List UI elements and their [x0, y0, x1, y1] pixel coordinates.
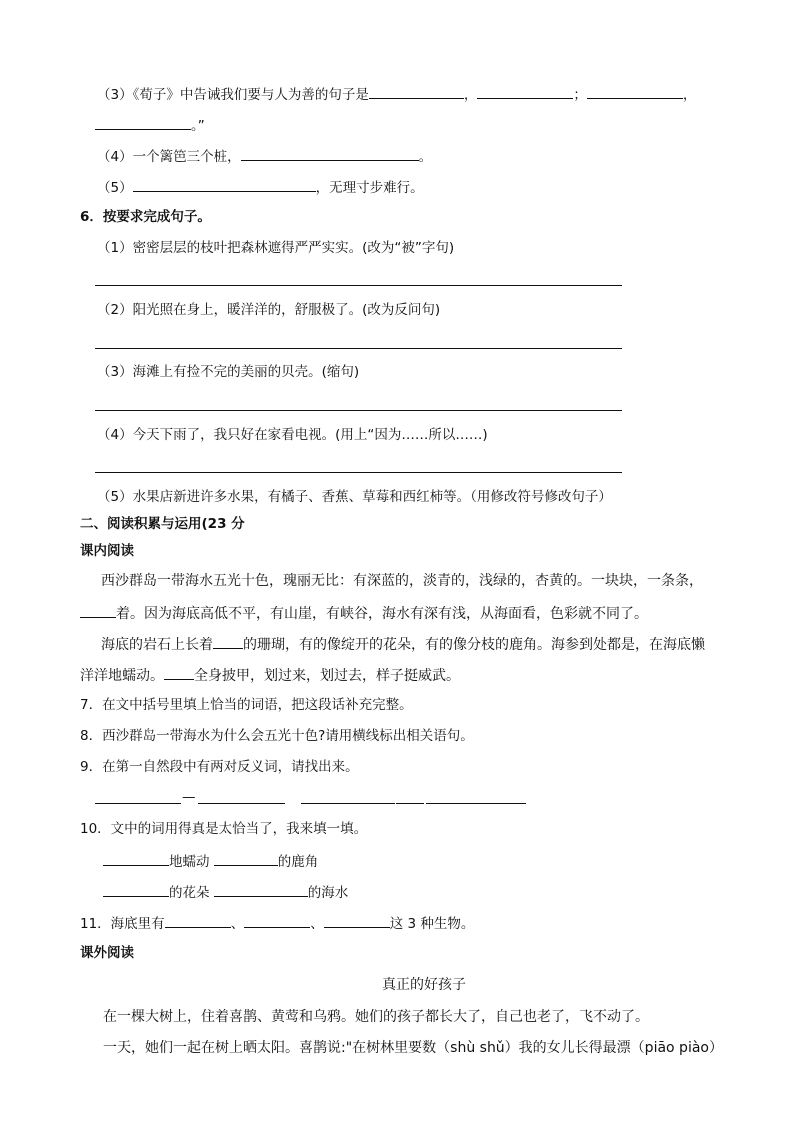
- q5-item5-text: （5）: [97, 180, 133, 196]
- q5-item5: [97, 177, 424, 197]
- section2-heading: 二、阅读积累与运用(23 分: [80, 516, 245, 532]
- para2-line1: [101, 634, 705, 654]
- q6-item-3: （3）海滩上有捡不完的美丽的贝壳。(缩句): [97, 364, 360, 380]
- blank[interactable]: [396, 803, 424, 804]
- para2-text-c: 洋洋地蠕动。: [80, 668, 164, 684]
- q10-row1: [103, 851, 318, 871]
- q11-end: 这 3 种生物。: [389, 916, 475, 932]
- sep: ；: [573, 87, 587, 103]
- q10-c: 的花朵: [169, 885, 210, 901]
- story-title: 真正的好孩子: [382, 977, 466, 993]
- extra-reading-label: 课外阅读: [80, 945, 134, 961]
- para1-line2: [80, 603, 648, 623]
- inclass-label: 课内阅读: [80, 543, 134, 559]
- para2-text-d: 全身披甲，划过来，划过去，样子挺威武。: [194, 668, 460, 684]
- q5-item3-line2: [95, 115, 205, 135]
- sep: 、: [230, 916, 245, 932]
- q6-item-1: （1）密密层层的枝叶把森林遮得严严实实。(改为“被”字句): [97, 240, 455, 256]
- para1-line2-text: 着。因为海底高低不平，有山崖，有峡谷，海水有深有浅，从海面看，色彩就不同了。: [116, 606, 648, 622]
- q10: 10．文中的词用得真是太恰当了，我来填一填。: [80, 821, 368, 837]
- q7: 7．在文中括号里填上恰当的词语，把这段话补充完整。: [80, 697, 413, 713]
- blank[interactable]: [369, 84, 464, 99]
- blank[interactable]: [103, 851, 169, 866]
- q10-d: 的海水: [307, 885, 349, 901]
- q5-item3-text: （3）《荀子》中告诫我们要与人为善的句子是: [97, 87, 369, 103]
- answer-line[interactable]: [95, 348, 622, 349]
- blank[interactable]: [133, 177, 316, 192]
- q10-a: 地蠕动: [169, 854, 210, 870]
- answer-line[interactable]: [95, 472, 622, 473]
- blank[interactable]: [244, 913, 310, 928]
- para2-text-a: 海底的岩石上长着: [101, 637, 213, 653]
- sep: ，: [682, 87, 697, 103]
- story-p1: 在一棵大树上，住着喜鹊、黄莺和乌鸦。她们的孩子都长大了，自己也老了，飞不动了。: [103, 1009, 649, 1025]
- answer-line[interactable]: [95, 285, 622, 286]
- blank[interactable]: [587, 84, 683, 99]
- q10-row2: [103, 882, 348, 902]
- q5-item4-text: （4）一个篱笆三个桩，: [97, 149, 241, 165]
- blank[interactable]: [164, 665, 194, 680]
- q6-heading: 6．按要求完成句子。: [80, 209, 211, 225]
- blank[interactable]: [80, 603, 116, 618]
- q5-item3-end: 。”: [191, 118, 205, 134]
- para1-line1: 西沙群岛一带海水五光十色，瑰丽无比：有深蓝的，淡青的，浅绿的，杏黄的。一块块，一条条，: [101, 573, 703, 589]
- q6-item-2: （2）阳光照在身上，暖洋洋的，舒服极了。(改为反问句): [97, 302, 441, 318]
- blank[interactable]: [301, 803, 395, 804]
- blank[interactable]: [198, 803, 285, 804]
- blank[interactable]: [426, 803, 526, 804]
- q9: 9．在第一自然段中有两对反义词，请找出来。: [80, 759, 359, 775]
- story-p2: 一天，她们一起在树上晒太阳。喜鹊说:"在树林里要数（shù shǔ）我的女儿长得最漂（piāo piào）: [103, 1040, 723, 1056]
- para2-text-b: 的珊瑚，有的像绽开的花朵，有的像分枝的鹿角。海参到处都是，在海底懒: [243, 637, 705, 653]
- q5-item3: [97, 84, 696, 104]
- blank[interactable]: [214, 882, 308, 897]
- blank[interactable]: [95, 803, 181, 804]
- q8: 8．西沙群岛一带海水为什么会五光十色?请用横线标出相关语句。: [80, 728, 474, 744]
- blank[interactable]: [324, 913, 390, 928]
- q10-b: 的鹿角: [277, 854, 319, 870]
- q6-item-4: （4）今天下雨了，我只好在家看电视。(用上“因为……所以……): [97, 427, 488, 443]
- q5-item4: [97, 146, 432, 166]
- q9-dash: —: [182, 789, 196, 805]
- q5-item5-end: ，无理寸步难行。: [315, 180, 424, 196]
- sep: ，: [463, 87, 478, 103]
- blank[interactable]: [95, 115, 191, 130]
- blank[interactable]: [165, 913, 231, 928]
- blank[interactable]: [214, 851, 278, 866]
- q6-item-5: （5）水果店新进许多水果，有橘子、香蕉、草莓和西红柿等。（用修改符号修改句子）: [97, 489, 612, 505]
- blank[interactable]: [213, 634, 243, 649]
- para2-line2: [80, 665, 460, 685]
- blank[interactable]: [477, 84, 573, 99]
- q11: [80, 913, 474, 933]
- q5-item4-end: 。: [418, 149, 433, 165]
- blank[interactable]: [241, 146, 419, 161]
- blank[interactable]: [103, 882, 169, 897]
- answer-line[interactable]: [95, 410, 622, 411]
- q11-text: 11．海底里有: [80, 916, 165, 932]
- sep: 、: [310, 916, 324, 932]
